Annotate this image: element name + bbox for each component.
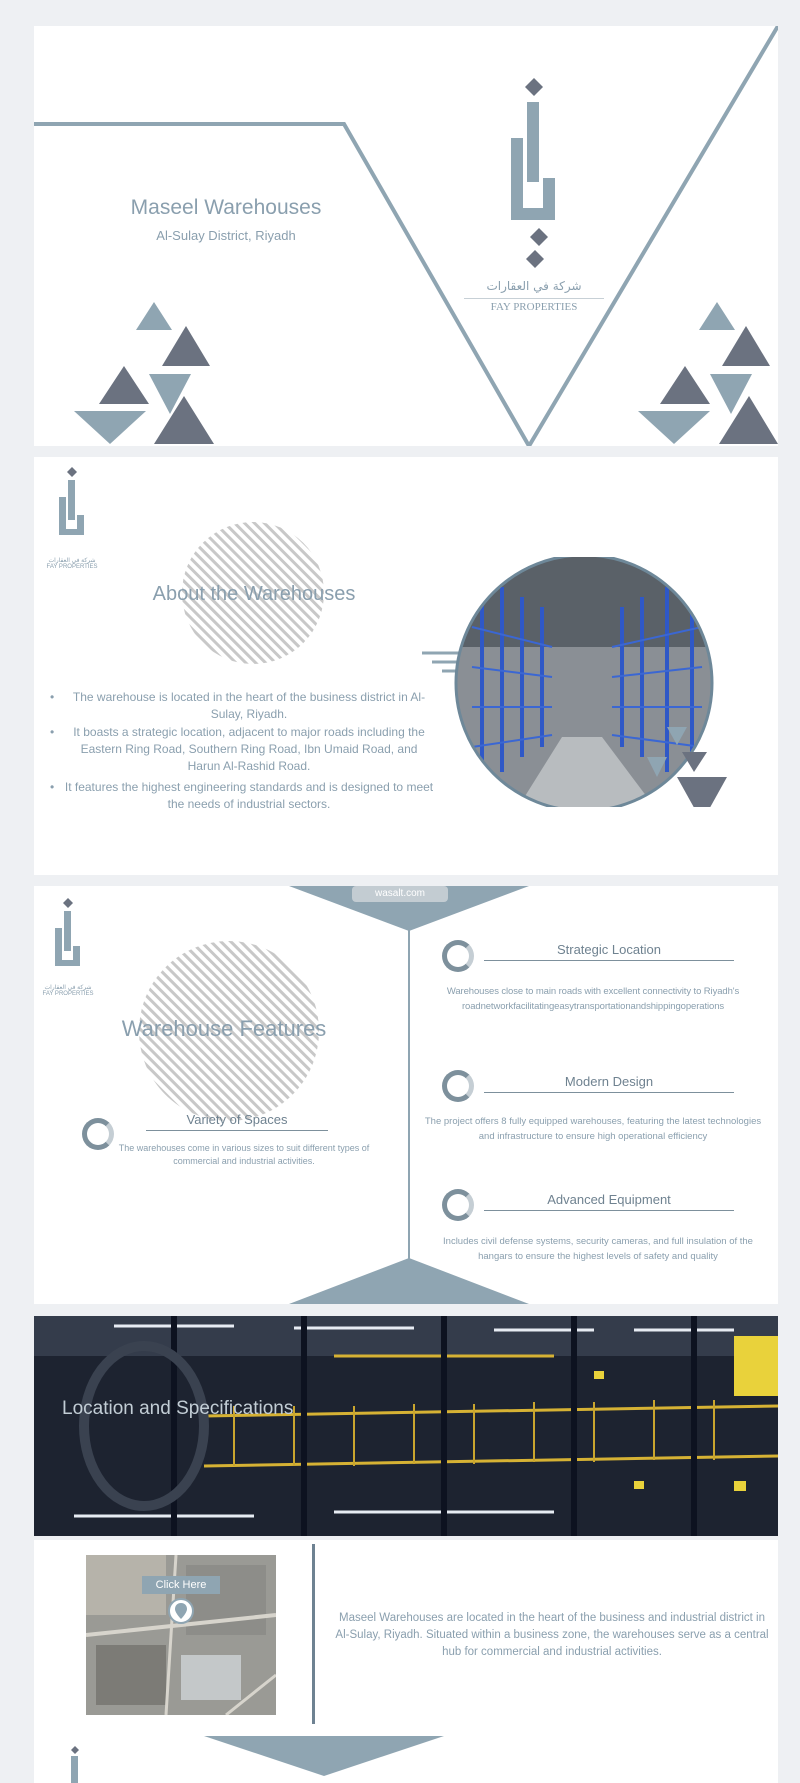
- location-description: Maseel Warehouses are located in the heart of the business and industrial district in Al-Sulay, Riyadh. Situated within a business zone, the warehouses serve as a central hub for commercial and industrial activities.: [335, 1612, 769, 1658]
- next-slide-frame: [34, 1736, 778, 1783]
- variety-text: The warehouses come in various sizes to suit different types of commercial and industrial activities.: [118, 1143, 370, 1166]
- logo-small-arabic: شركة في العقارات: [44, 985, 92, 991]
- logo-small-arabic: شركة في العقارات: [48, 558, 96, 564]
- location-banner-slide: [34, 1316, 778, 1536]
- features-heading: Warehouse Features: [121, 1016, 327, 1041]
- about-bullets: [50, 689, 434, 813]
- feature-title-3: Advanced Equipment: [484, 1192, 734, 1211]
- fay-logo-small-icon: [48, 898, 88, 983]
- cover-title: Maseel Warehouses: [130, 196, 322, 219]
- warehouse-photo: [422, 557, 752, 807]
- feature-title-2: Modern Design: [484, 1074, 734, 1093]
- fay-logo-small-icon: [52, 467, 92, 552]
- fay-logo-icon: [499, 78, 569, 278]
- about-bullet-3: • It features the highest engineering standards and is designed to meet the needs of industrial sectors.: [50, 779, 434, 813]
- ring-icon: [442, 1070, 474, 1102]
- cover-subtitle: Al-Sulay District, Riyadh: [156, 228, 296, 243]
- location-heading: Location and Specifications: [62, 1398, 294, 1419]
- feature-text-1: Warehouses close to main roads with excellent connectivity to Riyadh's roadnetworkfacilitatingeasytransportationandshippingoperations: [446, 986, 740, 1012]
- next-slide-partial: [34, 1736, 778, 1783]
- feature-text-2: The project offers 8 fully equipped warehouses, featuring the latest technologies and infrastructure to ensure high operational efficiency: [424, 1116, 762, 1142]
- about-bullet-2: • It boasts a strategic location, adjacent to major roads including the Eastern Ring Road, Southern Ring Road, Ibn Umaid Road, and Harun Al-Rashid Road.: [50, 724, 434, 775]
- map-click-button[interactable]: Click Here: [142, 1576, 220, 1594]
- features-slide: [34, 886, 778, 1304]
- logo-small-english: FAY PROPERTIES: [42, 991, 94, 997]
- feature-title-1: Strategic Location: [484, 942, 734, 961]
- map-pin-icon[interactable]: [168, 1598, 194, 1624]
- cover-slide: [34, 26, 778, 446]
- about-slide: [34, 457, 778, 875]
- ring-icon: [442, 940, 474, 972]
- logo-english-text: FAY PROPERTIES: [464, 298, 604, 313]
- about-heading: About the Warehouses: [152, 583, 356, 605]
- variety-title: Variety of Spaces: [146, 1112, 328, 1131]
- warehouse-interior-photo: [34, 1316, 778, 1536]
- ring-icon: [442, 1189, 474, 1221]
- about-bullet-1: • The warehouse is located in the heart of the business district in Al-Sulay, Riyadh.: [50, 689, 434, 723]
- watermark-badge: wasalt.com: [352, 886, 448, 902]
- feature-text-3: Includes civil defense systems, security cameras, and full insulation of the hangars to ensure the highest levels of safety and quality: [443, 1236, 753, 1262]
- divider-line: [312, 1544, 315, 1724]
- location-details-slide: [34, 1540, 778, 1736]
- logo-small-english: FAY PROPERTIES: [46, 564, 98, 570]
- logo-arabic-text: شركة في العقارات: [486, 279, 582, 293]
